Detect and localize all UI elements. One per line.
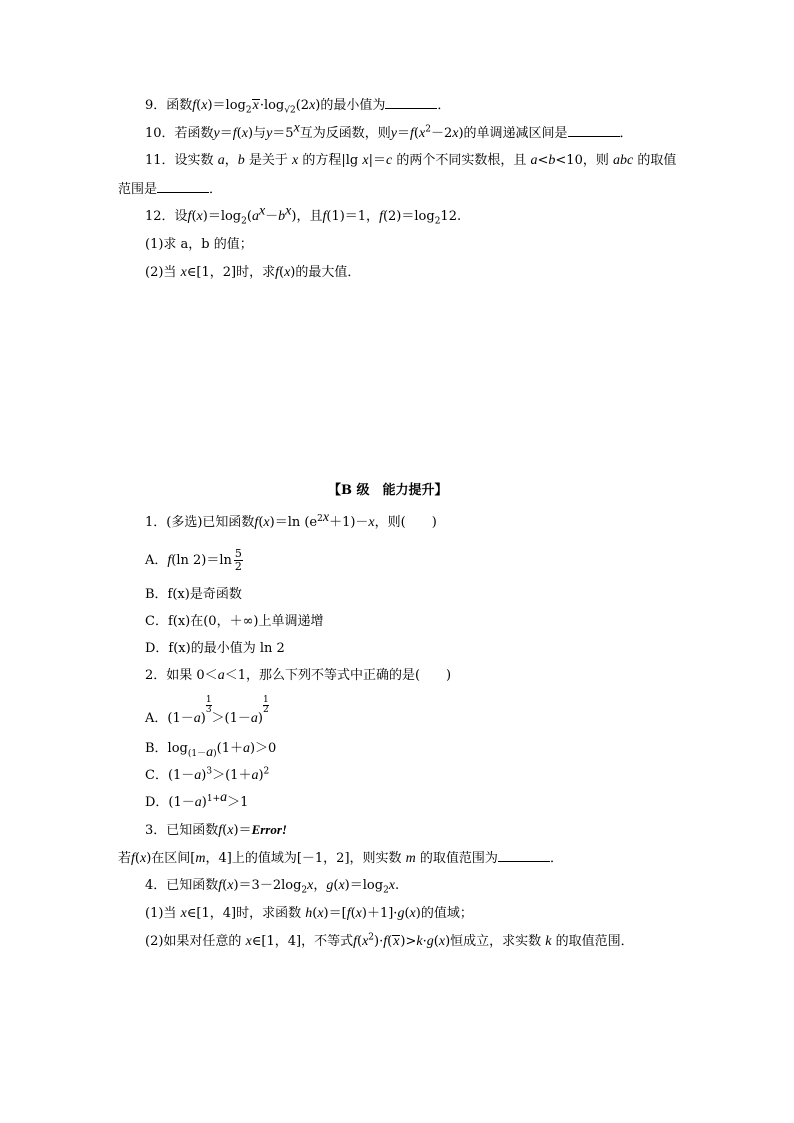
b-question-3-continued: 若f(x)在区间[m，4]上的值域为[－1，2]，则实数 m 的取值范围为 ．	[118, 851, 563, 866]
question-11-continued: 范围是 ．	[118, 182, 223, 197]
b-question-2-option-c: C．$(1-a)^3>(1+a)^2$	[145, 766, 270, 783]
section-title: 【B 级 能力提升】	[328, 483, 448, 498]
b-question-1: 1．(多选)已知函数f(x)＝ln $(e^{2x}+1)-x$，则( )	[145, 509, 437, 530]
b-question-2-option-b: B．$\log_{(1-a)}(1+a)>0$	[145, 741, 277, 760]
b-question-1-option-b: B．f(x)是奇函数	[145, 587, 242, 602]
b-question-3: 3．已知函数f(x)＝Error!	[145, 822, 287, 838]
answer-blank	[568, 124, 620, 137]
b-question-4-part-1: (1)当 x∈[1，4]时，求函数 h(x)＝[f(x)＋1]·g(x)的值域；	[145, 906, 473, 921]
question-9: 9．函数$f(x)=\log_2x\cdot\log_{√2}(2x)$的最小值为 ．	[145, 98, 451, 116]
b-question-2: 2．如果 0＜a＜1，那么下列不等式中正确的是( )	[145, 668, 452, 683]
sqrt-x: x	[393, 934, 400, 949]
b-question-2-option-d: D．$(1-a)^{1+a}>1$	[145, 789, 249, 810]
b-question-1-option-d: D．f(x)的最小值为 ln 2	[145, 641, 285, 656]
question-12-part-1: (1)求 a，b 的值；	[145, 237, 253, 252]
question-10: 10．若函数y＝f(x)与$y=5^x$互为反函数，则$y=f(x^2-2x)$的单调递减区间是 ．	[145, 120, 633, 141]
question-12-part-2: (2)当 x∈[1，2]时，求f(x)的最大值．	[145, 265, 361, 280]
b-question-4: 4．已知函数$f(x)=3-2\log_2x$，$g(x)=\log_2x$.	[145, 878, 400, 896]
b-question-2-option-a: A．(1－a) $\frac{1}{3}>(1-a)$ $\frac{1}{2}$	[145, 695, 269, 726]
error-text: Error!	[251, 822, 287, 837]
sqrt-x: x	[252, 98, 259, 113]
fraction: $\frac{5}{2}$	[234, 547, 242, 573]
b-question-1-option-c: C．f(x)在(0，＋∞)上单调递增	[145, 614, 324, 629]
answer-blank	[498, 849, 550, 862]
b-question-4-part-2: (2)如果对任意的 x∈[1，4]，不等式$f(x^2)\cdot f(x)>k\cdot g(x)$恒成立，求实数 k 的取值范围．	[145, 932, 634, 949]
b-question-1-option-a: A．f(ln 2)＝ln $\frac{5}{2}$	[145, 547, 242, 573]
answer-blank	[157, 180, 209, 193]
answer-blank	[385, 96, 437, 109]
question-12: 12．设$f(x)=\log_2(a^x-b^x)$，且f(1)＝1，$f(2)=\log_212$.	[145, 203, 462, 227]
question-11: 11．设实数 a，b 是关于 x 的方程|lg x|＝c 的两个不同实数根，且 a<b<10，则 abc 的取值	[145, 153, 677, 168]
